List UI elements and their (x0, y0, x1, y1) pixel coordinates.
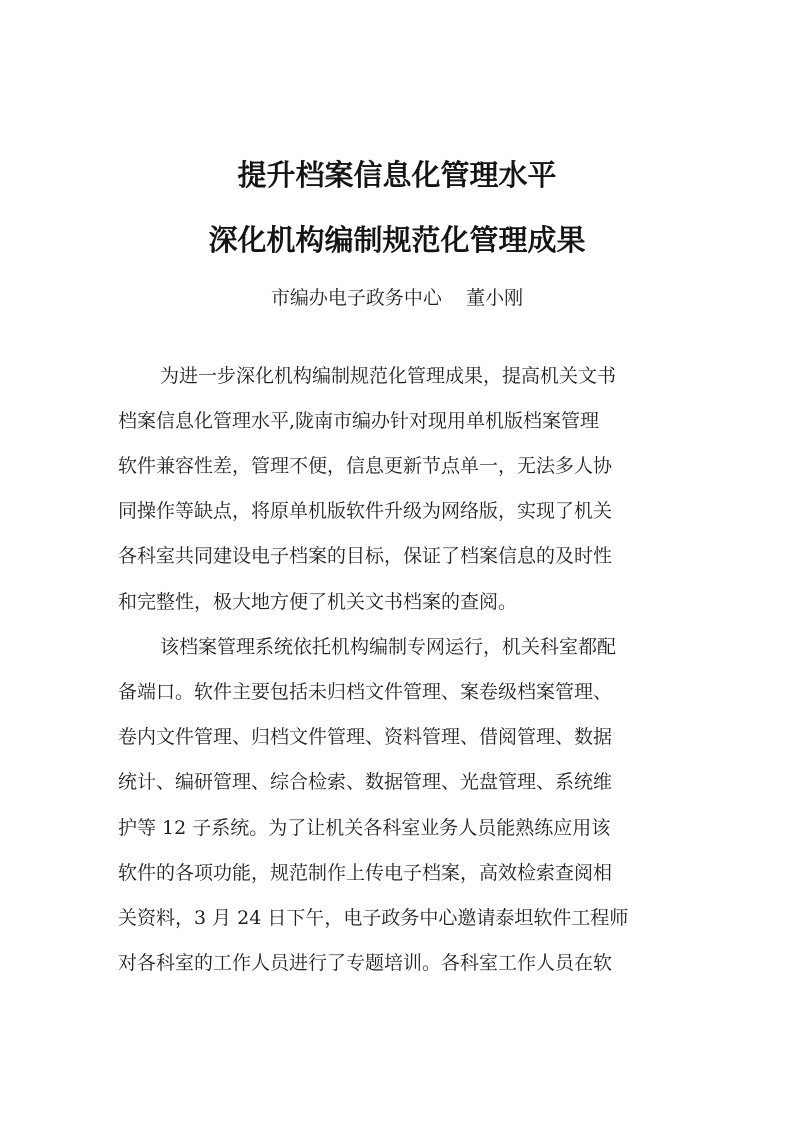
paragraph-1-line-1: 为进一步深化机构编制规范化管理成果，提高机关文书 (160, 365, 617, 387)
paragraph-1-line-5: 各科室共同建设电子档案的目标，保证了档案信息的及时性 (118, 545, 613, 567)
paragraph-2-line-8: 对各科室的工作人员进行了专题培训。各科室工作人员在软 (118, 952, 613, 974)
byline: 市编办电子政务中心 董小刚 (270, 287, 524, 309)
paragraph-2-line-4: 统计、编研管理、综合检索、数据管理、光盘管理、系统维 (118, 771, 613, 793)
paragraph-2-line-6: 软件的各项功能，规范制作上传电子档案，高效检索查阅相 (118, 862, 613, 884)
paragraph-2-line-2: 备端口。软件主要包括未归档文件管理、案卷级档案管理、 (118, 681, 613, 703)
paragraph-2-line-7: 关资料，3 月 24 日下午，电子政务中心邀请泰坦软件工程师 (118, 907, 629, 929)
paragraph-1-line-4: 同操作等缺点，将原单机版软件升级为网络版，实现了机关 (118, 500, 613, 522)
paragraph-2-line-5: 护等 12 子系统。为了让机关各科室业务人员能熟练应用该 (118, 817, 611, 839)
paragraph-2-line-1: 该档案管理系统依托机构编制专网运行，机关科室都配 (160, 636, 617, 658)
paragraph-2-line-3: 卷内文件管理、归档文件管理、资料管理、借阅管理、数据 (118, 726, 613, 748)
headline-line-2: 深化机构编制规范化管理成果 (208, 223, 586, 257)
headline-line-1: 提升档案信息化管理水平 (237, 158, 557, 192)
paragraph-1-line-3: 软件兼容性差，管理不便，信息更新节点单一，无法多人协 (118, 455, 613, 477)
paragraph-1-line-2: 档案信息化管理水平,陇南市编办针对现用单机版档案管理 (118, 410, 600, 432)
paragraph-1-line-6: 和完整性，极大地方便了机关文书档案的查阅。 (118, 591, 518, 613)
